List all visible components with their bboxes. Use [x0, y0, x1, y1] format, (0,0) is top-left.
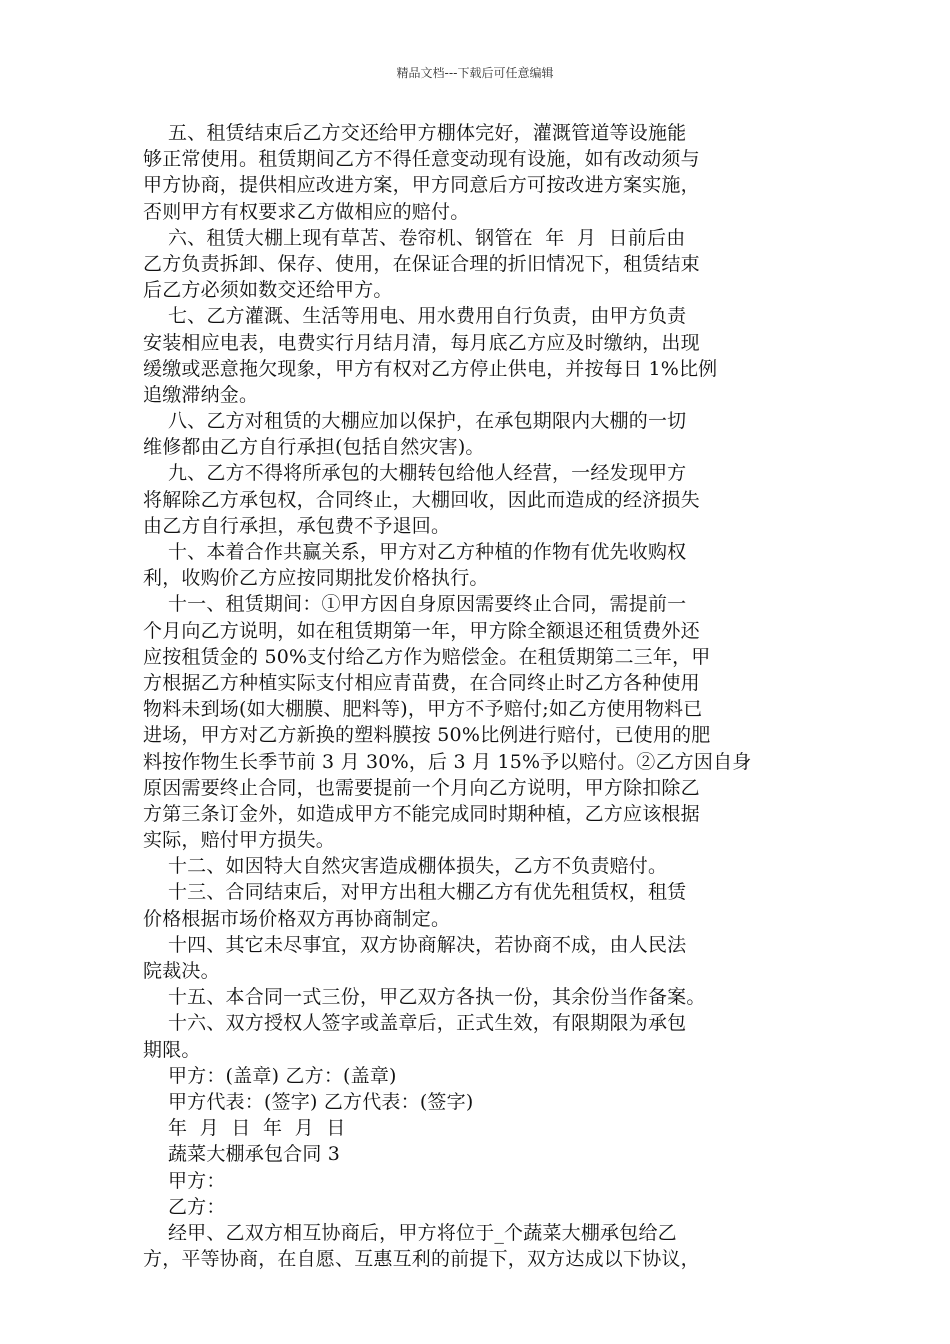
text-line: 乙方负责拆卸、保存、使用，在保证合理的折旧情况下，租赁结束: [143, 252, 700, 275]
text-line: 乙方：: [143, 1195, 226, 1218]
text-line: 物料未到场(如大棚膜、肥料等)，甲方不予赔付;如乙方使用物料已: [143, 698, 703, 721]
text-line: 料按作物生长季节前 3 月 30%，后 3 月 15%予以赔付。②乙方因自身: [143, 750, 752, 773]
text-line: 实际，赔付甲方损失。: [143, 829, 336, 852]
text-line: 应按租赁金的 50%支付给乙方作为赔偿金。在租赁期第二三年，甲: [143, 645, 711, 668]
text-line: 十一、租赁期间：①甲方因自身原因需要终止合同，需提前一: [143, 593, 687, 616]
contract-body: [143, 120, 808, 1272]
text-line: 进场，甲方对乙方新换的塑料膜按 50%比例进行赔付，已使用的肥: [143, 724, 711, 747]
text-line: 后乙方必须如数交还给甲方。: [143, 279, 393, 302]
text-line: 价格根据市场价格双方再协商制定。: [143, 907, 451, 930]
text-line: 够正常使用。租赁期间乙方不得任意变动现有设施，如有改动须与: [143, 148, 700, 171]
text-line: 九、乙方不得将所承包的大棚转包给他人经营，一经发现甲方: [143, 462, 687, 485]
text-line: 将解除乙方承包权，合同终止，大棚回收，因此而造成的经济损失: [143, 488, 700, 511]
text-line: 原因需要终止合同，也需要提前一个月向乙方说明，甲方除扣除乙: [143, 776, 700, 799]
text-line: 八、乙方对租赁的大棚应加以保护，在承包期限内大棚的一切: [143, 410, 687, 433]
text-line: 方第三条订金外，如造成甲方不能完成同时期种植，乙方应该根据: [143, 802, 700, 825]
text-line: 六、租赁大棚上现有草苫、卷帘机、钢管在 年 月 日前后由: [143, 226, 686, 249]
text-line: 追缴滞纳金。: [143, 383, 259, 406]
text-line: 利，收购价乙方应按同期批发价格执行。: [143, 567, 489, 590]
text-line: 七、乙方灌溉、生活等用电、用水费用自行负责，由甲方负责: [143, 305, 687, 328]
text-line: 经甲、乙双方相互协商后，甲方将位于_个蔬菜大棚承包给乙: [143, 1221, 677, 1244]
text-line: 个月向乙方说明，如在租赁期第一年，甲方除全额退还租赁费外还: [143, 619, 700, 642]
text-line: 十二、如因特大自然灾害造成棚体损失，乙方不负责赔付。: [143, 855, 668, 878]
text-line: 维修都由乙方自行承担(包括自然灾害)。: [143, 436, 485, 459]
text-line: 否则甲方有权要求乙方做相应的赔付。: [143, 200, 470, 223]
text-line: 缓缴或恶意拖欠现象，甲方有权对乙方停止供电，并按每日 1%比例: [143, 357, 718, 380]
text-line: 十五、本合同一式三份，甲乙双方各执一份，其余份当作备案。: [143, 986, 706, 1009]
text-line: 安装相应电表，电费实行月结月清，每月底乙方应及时缴纳，出现: [143, 331, 700, 354]
text-line: 十三、合同结束后，对甲方出租大棚乙方有优先租赁权，租赁: [143, 881, 687, 904]
text-line: 方，平等协商，在自愿、互惠互利的前提下，双方达成以下协议，: [143, 1248, 700, 1271]
text-line: 年 月 日 年 月 日: [143, 1117, 346, 1140]
text-line: 十六、双方授权人签字或盖章后，正式生效，有限期限为承包: [143, 1012, 687, 1035]
text-line: 甲方代表：(签字) 乙方代表：(签字): [143, 1090, 474, 1113]
text-line: 甲方协商，提供相应改进方案，甲方同意后方可按改进方案实施，: [143, 174, 700, 197]
text-line: 院裁决。: [143, 960, 220, 982]
text-line: 甲方：(盖章) 乙方：(盖章): [143, 1064, 397, 1087]
text-line: 由乙方自行承担，承包费不予退回。: [143, 514, 451, 537]
page-header: 精品文档---下载后可任意编辑: [396, 66, 554, 80]
text-line: 方根据乙方种植实际支付相应青苗费，在合同终止时乙方各种使用: [143, 671, 700, 694]
text-line: 十、本着合作共赢关系，甲方对乙方种植的作物有优先收购权: [143, 541, 687, 563]
text-line: 蔬菜大棚承包合同 3: [143, 1143, 341, 1166]
text-line: 五、租赁结束后乙方交还给甲方棚体完好，灌溉管道等设施能: [143, 122, 687, 144]
text-line: 十四、其它未尽事宜，双方协商解决，若协商不成，由人民法: [143, 933, 687, 956]
text-line: 甲方：: [143, 1169, 226, 1192]
text-line: 期限。: [143, 1038, 201, 1061]
